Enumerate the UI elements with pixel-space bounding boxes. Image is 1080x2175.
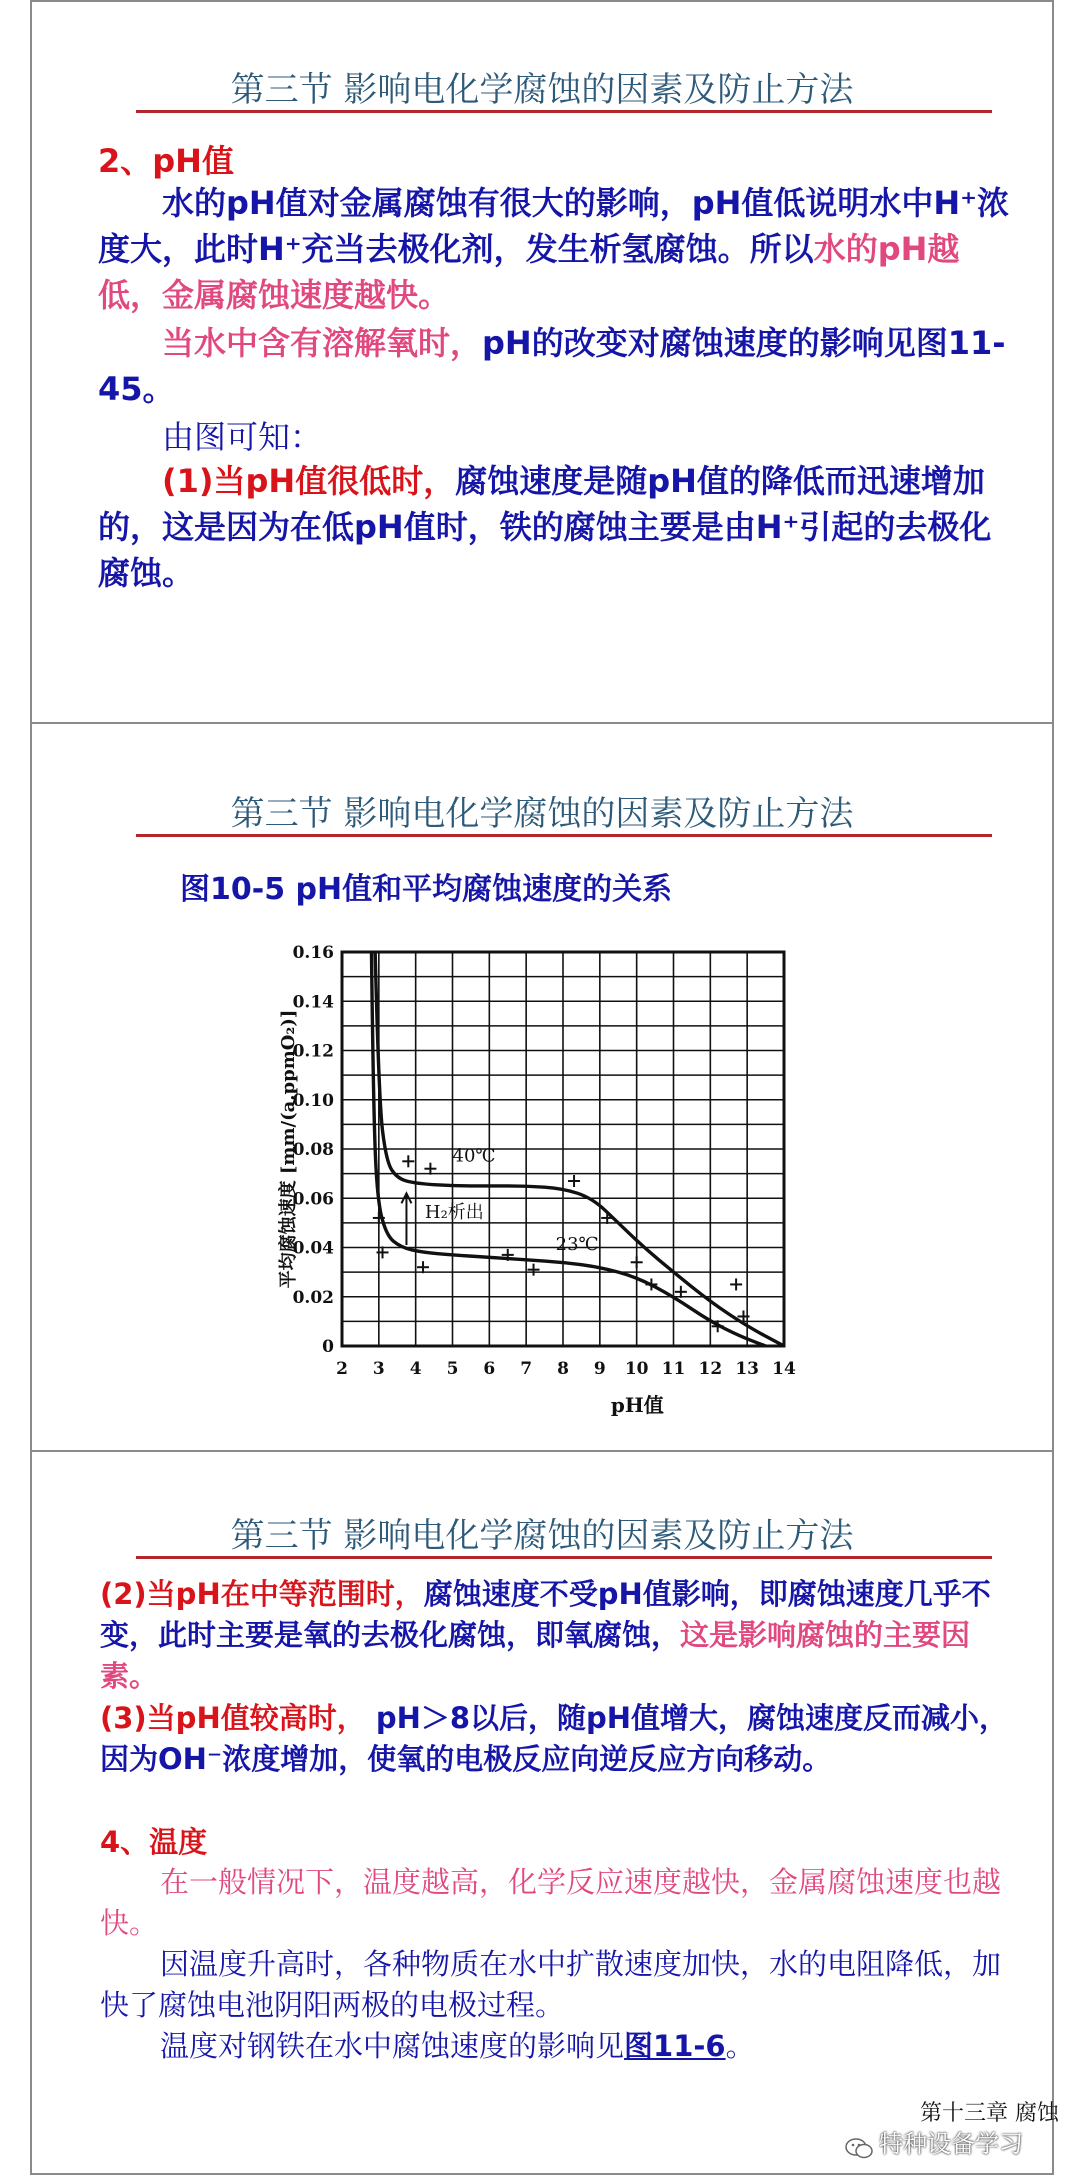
- highlight-main-factor: 这是影响腐蚀的主要因素。: [100, 1618, 971, 1693]
- slide-1: [30, 0, 1054, 724]
- x-tick-label: 5: [446, 1359, 459, 1379]
- paragraph-temperature-general: [100, 1862, 1018, 1944]
- section-heading-temperature: 4、温度: [100, 1825, 208, 1859]
- y-tick-label: 0.16: [292, 943, 334, 963]
- highlight-dissolved-oxygen: 当水中含有溶解氧时，: [162, 324, 483, 362]
- slide-title: 第三节 影响电化学腐蚀的因素及防止方法: [230, 794, 854, 834]
- paragraph-dissolved-oxygen: [98, 320, 1016, 412]
- annotation-40c: 40℃: [452, 1145, 496, 1167]
- data-point: [730, 1278, 742, 1290]
- highlight-medium-ph: (2)当pH在中等范围时，: [100, 1577, 424, 1611]
- title-underline: [136, 110, 992, 113]
- data-point: [568, 1175, 580, 1187]
- x-tick-label: 2: [336, 1359, 348, 1379]
- paragraph-high-ph-text: pH＞8以后，随pH值增大，腐蚀速度反而减小，因为OH⁻浓度增加，使氧的电极反应向逆反应方向移动。: [100, 1701, 1009, 1776]
- paragraph-ph-effect: [98, 180, 1016, 318]
- section-heading-ph: 2、pH值: [98, 142, 234, 180]
- watermark: [844, 2124, 1023, 2160]
- x-tick-label: 14: [772, 1359, 796, 1379]
- paragraph-dissolved-oxygen-text: pH的改变对腐蚀速度的影响见图11-45。: [98, 324, 1006, 408]
- slide-title: 第三节 影响电化学腐蚀的因素及防止方法: [230, 1516, 854, 1556]
- figure-caption: 图10-5 pH值和平均腐蚀速度的关系: [180, 872, 673, 907]
- slide-title: 第三节 影响电化学腐蚀的因素及防止方法: [230, 70, 854, 110]
- data-point: [528, 1264, 540, 1276]
- slide-2: [30, 722, 1054, 1452]
- x-axis-label: pH值: [610, 1393, 664, 1417]
- y-tick-label: 0.02: [292, 1287, 334, 1308]
- y-tick-label: 0.06: [292, 1189, 334, 1210]
- x-tick-label: 8: [557, 1359, 569, 1379]
- paragraph-temperature-figure-text: 温度对钢铁在水中腐蚀速度的影响见: [160, 2029, 625, 2063]
- wechat-icon: [844, 2136, 874, 2160]
- x-tick-label: 3: [372, 1359, 385, 1379]
- y-tick-label: 0.08: [292, 1140, 334, 1160]
- paragraph-end-mark: 。: [725, 2029, 755, 2063]
- paragraph-low-ph: [98, 458, 1016, 596]
- x-tick-label: 4: [409, 1359, 422, 1379]
- paragraph-high-ph: [100, 1698, 1018, 1780]
- annotation-h2: H₂析出: [424, 1201, 484, 1223]
- y-tick-label: 0.12: [292, 1041, 334, 1062]
- paragraph-ph-effect-text: 水的pH值对金属腐蚀有很大的影响，pH值低说明水中H⁺浓度大，此时H⁺充当去极化剂，发生析氢腐蚀。所以: [98, 184, 1010, 268]
- paragraph-temperature-general-text: 在一般情况下，温度越高，化学反应速度越快，金属腐蚀速度也越快。: [100, 1865, 1002, 1940]
- data-point: [402, 1155, 414, 1167]
- x-tick-label: 11: [661, 1359, 686, 1379]
- watermark-text: 特种设备学习: [879, 2130, 1024, 2158]
- x-tick-label: 6: [483, 1359, 496, 1379]
- ph-corrosion-chart: [32, 724, 1052, 1450]
- paragraph-from-figure: 由图可知：: [162, 418, 323, 456]
- paragraph-temperature-diffusion: [100, 1944, 1018, 2026]
- y-tick-label: 0.14: [292, 992, 334, 1013]
- highlight-high-ph: (3)当pH值较高时，: [100, 1701, 366, 1735]
- y-tick-label: 0: [322, 1337, 334, 1357]
- figure-link-11-6[interactable]: 图11-6: [624, 2029, 726, 2063]
- chapter-footer: 第十三章 腐蚀: [920, 2101, 1059, 2126]
- y-tick-label: 0.04: [292, 1238, 334, 1259]
- x-tick-label: 13: [735, 1359, 760, 1379]
- chart-grid: [342, 952, 784, 1346]
- highlight-low-ph: (1)当pH值很低时，: [162, 462, 456, 500]
- paragraph-temperature-diffusion-text: 因温度升高时，各种物质在水中扩散速度加快，水的电阻降低，加快了腐蚀电池阴阳两极的电极过程。: [100, 1947, 1002, 2022]
- y-axis-label: 平均腐蚀速度 [mm/(a.ppmO₂)]: [278, 1009, 299, 1289]
- chart-ticks: [293, 943, 796, 1379]
- paragraph-medium-ph: [100, 1574, 1018, 1697]
- data-point: [631, 1256, 643, 1268]
- y-tick-label: 0.10: [292, 1090, 334, 1111]
- slide-3: [30, 1450, 1059, 2175]
- x-tick-label: 10: [624, 1359, 649, 1379]
- paragraph-temperature-figure: [100, 2026, 1018, 2067]
- paragraph-low-ph-text: 腐蚀速度是随pH值的降低而迅速增加的，这是因为在低pH值时，铁的腐蚀主要是由H⁺引起的去极化腐蚀。: [98, 462, 992, 592]
- x-tick-label: 12: [698, 1359, 723, 1379]
- x-tick-label: 7: [520, 1359, 533, 1379]
- annotation-23c: 23℃: [555, 1233, 599, 1255]
- x-tick-label: 9: [593, 1359, 606, 1379]
- highlight-ph-lower-faster: 水的pH越低，金属腐蚀速度越快。: [98, 230, 960, 314]
- paragraph-medium-ph-text: 腐蚀速度不受pH值影响，即腐蚀速度几乎不变，此时主要是氧的去极化腐蚀，即氧腐蚀，: [100, 1577, 991, 1652]
- title-underline: [136, 1556, 992, 1559]
